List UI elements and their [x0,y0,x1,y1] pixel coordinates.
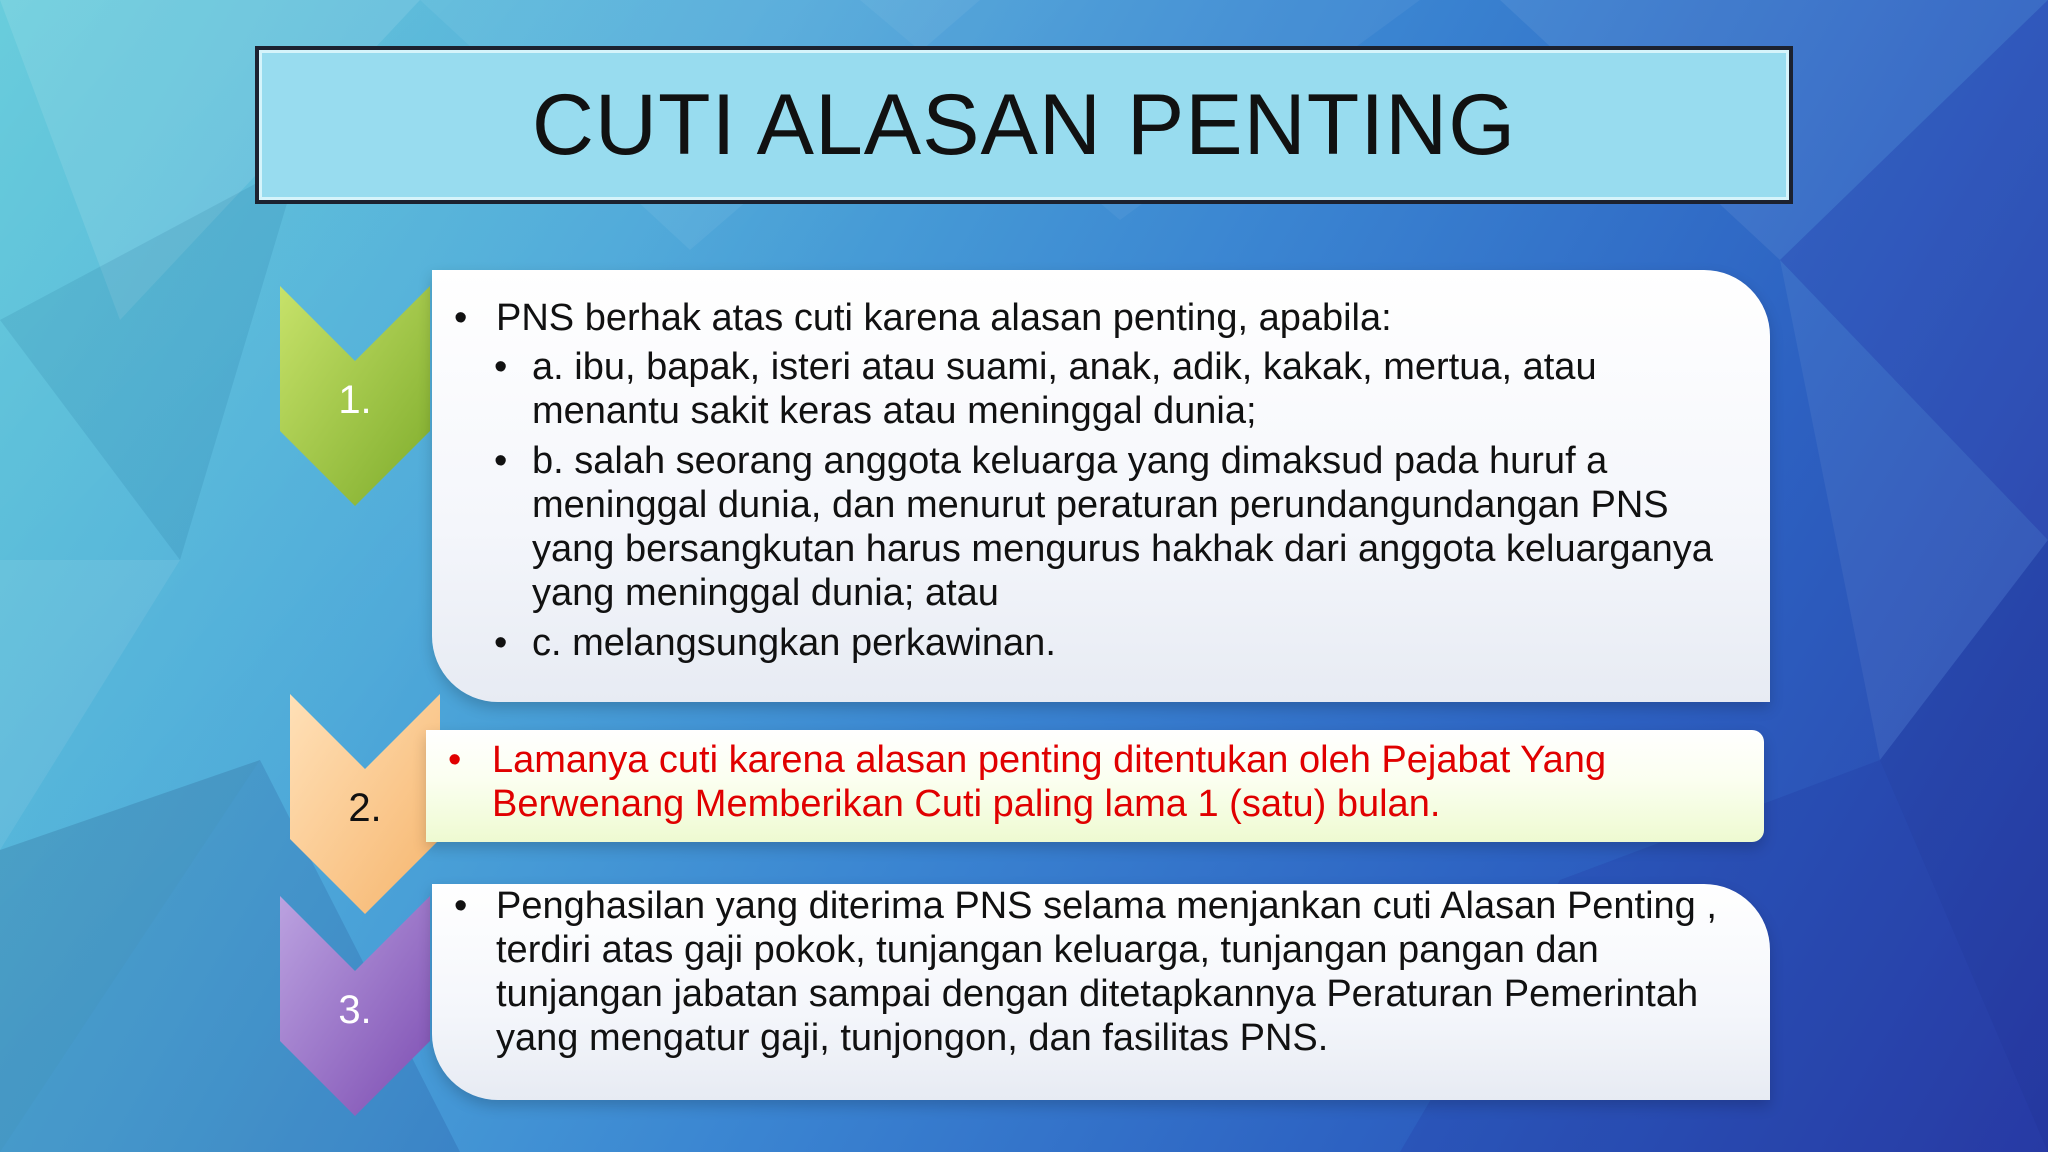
title-box [255,46,1793,204]
step-number: 1. [338,378,372,422]
step-1-card [432,270,1770,702]
sub-item [454,621,1740,665]
sub-item [454,345,1740,433]
sub-list [454,345,1740,665]
bullet-icon: • [494,622,508,664]
step-3-text: Penghasilan yang diterima PNS selama menjankan cuti Alasan Penting , terdiri atas gaji pokok, tunjangan keluarga, tunjangan pangan dan tunjangan jabatan sampai dengan ditetapkannya Peraturan Pemerintah yang mengatur gaji, tunjongon, dan fasilitas PNS. [496,885,1717,1059]
sub-list-wrapper [454,345,1740,665]
step-2-card [426,730,1764,842]
sub-item-text: b. salah seorang anggota keluarga yang dimaksud pada huruf a meninggal dunia, dan menurut peraturan perundangundangan PNS yang bersangkutan harus mengurus hakhak dari anggota keluarganya yang meninggal dunia; atau [532,440,1713,614]
step-number: 2. [348,786,382,830]
main-bullet [454,296,1740,340]
bullet-icon: • [494,346,508,388]
step-1-list [454,296,1740,665]
main-text: PNS berhak atas cuti karena alasan penting, apabila: [496,297,1392,339]
sub-item-text: c. melangsungkan perkawinan. [532,622,1056,664]
step-3-bullet [454,884,1748,1060]
step-2-list [448,738,1734,826]
step-2-bullet [448,738,1734,826]
step-number: 3. [338,988,372,1032]
step-2-chevron [290,694,440,914]
slide-title: CUTI ALASAN PENTING [531,77,1517,173]
sub-item [454,439,1740,615]
bullet-icon: • [494,440,508,482]
bullet-icon: • [454,885,468,927]
bullet-icon: • [454,297,468,339]
bullet-icon: • [448,739,462,781]
step-2-text: Lamanya cuti karena alasan penting ditentukan oleh Pejabat Yang Berwenang Memberikan Cuti paling lama 1 (satu) bulan. [492,739,1607,825]
sub-item-text: a. ibu, bapak, isteri atau suami, anak, adik, kakak, mertua, atau menantu sakit keras atau meninggal dunia; [532,346,1597,432]
step-3-list [454,884,1748,1060]
step-3-card [432,884,1770,1100]
step-1-chevron [280,286,430,506]
step-3-chevron [280,896,430,1116]
